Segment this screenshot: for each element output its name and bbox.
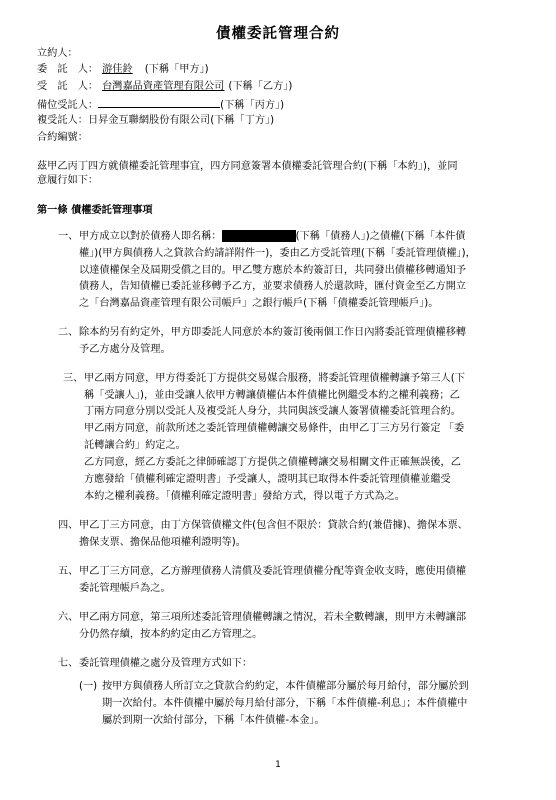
article-1-heading: 第一條 債權委託管理事項: [37, 205, 153, 216]
clause-number: 四、: [58, 520, 79, 531]
sub-clause-line: 期一次給付。本件債權中屬於每月給付部分，下稱「本件債權-利息」；本件債權中: [102, 698, 468, 709]
sub-clause-number: (一): [79, 681, 98, 692]
redacted-debtor-name: [222, 230, 296, 242]
party-c-label: 備位受託人：: [37, 100, 99, 111]
page-number: 1: [275, 760, 281, 770]
clause-line: 本約之權利義務。「債權利確定證明書」發給方式，得以電子方式為之。: [84, 491, 405, 502]
parties-header: 立約人：: [37, 48, 78, 59]
sub-clause-line: 屬於到期一次給付部分，下稱「本件債權-本金」。: [102, 715, 325, 726]
party-a-suffix: (下稱「甲方」): [144, 64, 209, 75]
clause-line: 託轉讓合約」約定之。: [84, 440, 186, 451]
party-b-name: 台灣嘉品資產管理有限公司: [102, 81, 225, 92]
clause-line: 擔保支票、擔保品他項權利證明等)。: [79, 537, 246, 548]
clause-line: 除本約另有約定外，甲方即委託人同意於本約簽訂後兩個工作日內將委託管理債權移轉: [79, 327, 467, 338]
preamble-line: 茲甲乙丙丁四方就債權委託管理事宜，四方同意簽署本債權委託管理合約(下稱「本約」)，並同: [37, 161, 458, 172]
clause-line: 之「台灣嘉品資產管理有限公司帳戶」之銀行帳戶(下稱「債權委託管理帳戶」)。: [79, 298, 439, 309]
party-c-suffix: (下稱「丙方」): [220, 100, 285, 111]
clause-number: 二、: [58, 327, 79, 338]
clause-line: 委託管理債權之處分及管理方式如下：: [79, 658, 253, 669]
clause-line: 甲乙丁三方同意，由丁方保管債權文件(包含但不限於：貸款合約(兼借據)、擔保本票、: [79, 520, 468, 531]
party-b-suffix: (下稱「乙方」): [228, 81, 293, 92]
clause-line: 權」)(甲方與債務人之貸款合約請詳附件一)，委由乙方受託管理(下稱「委託管理債權」)，: [79, 248, 476, 259]
clause-line: 以達債權保全及屆期受償之目的。甲乙雙方應於本約簽訂日，共同發出債權移轉通知予: [79, 265, 467, 276]
sub-clause-line: 按甲方與債務人所訂立之貸款合約約定，本件債權部分屬於每月給付，部分屬於到: [102, 681, 469, 692]
preamble-line: 意履行如下：: [37, 175, 99, 186]
clause-line: 債務人，告知債權已委託並移轉予乙方，並要求債務人於還款時，匯付資金至乙方開立: [79, 281, 467, 292]
clause-number: 六、: [58, 612, 79, 623]
document-title: 債權委託管理合約: [216, 26, 340, 42]
party-b-label: 受 託 人：: [37, 81, 99, 92]
party-d-name: 日昇金互聯網股份有限公司: [87, 115, 211, 126]
clause-number: 七、: [58, 658, 79, 669]
party-d-label: 複受託人：: [37, 115, 88, 126]
clause-line: 甲乙兩方同意，第三項所述委託管理債權轉讓之情況，若未全數轉讓，則甲方未轉讓部: [79, 612, 467, 623]
clause-line: 稱「受讓人」)，並由受讓人依甲方轉讓債權佔本件債權比例繼受本約之權利義務；乙: [84, 390, 460, 401]
clause-number: 三、: [63, 373, 84, 384]
clause-number: 五、: [58, 566, 79, 577]
party-c-line: [37, 97, 284, 112]
clause-1-line-1: 甲方成立以對於債務人即名稱： (下稱「債務人」)之債權(下稱「本件債: [79, 231, 466, 242]
clause-number: 一、: [58, 231, 79, 242]
clause-line: 甲乙丁三方同意，乙方辦理債務人清償及委託管理債權分配等資金收支時，應使用債權: [79, 566, 467, 577]
party-b-line: [37, 80, 292, 93]
clause-line: 丁兩方同意分別以受託人及複受託人身分，共同與該受讓人簽署債權委託管理合約。: [84, 406, 461, 417]
party-d-line: [37, 114, 274, 127]
party-c-name-blank: [98, 97, 220, 108]
party-a-name: 游佳鈴: [102, 64, 133, 75]
party-a-label: 委 託 人：: [37, 64, 99, 75]
clause-line: 予乙方處分及管理。: [79, 344, 171, 355]
clause-line: 方應發給「債權利確定證明書」予受讓人，證明其已取得本件委託管理債權並繼受: [84, 474, 451, 485]
clause-line: 分仍然存續，按本約約定由乙方管理之。: [79, 629, 263, 640]
clause-line: 乙方同意，經乙方委託之律師確認丁方提供之債權轉讓交易相關文件正確無誤後，乙: [84, 457, 461, 468]
party-d-suffix: (下稱「丁方」): [210, 115, 275, 126]
clause-line: 委託管理帳戶為之。: [79, 583, 171, 594]
clause-line: 甲乙兩方同意，前款所述之委託管理債權轉讓交易條件，由甲乙丁三方另行簽定 「委: [84, 423, 465, 434]
contract-number-label: 合約編號：: [37, 132, 88, 143]
party-a-line: [37, 63, 209, 76]
clause-line: 甲乙兩方同意，甲方得委託丁方提供交易媒合服務，將委託管理債權轉讓予第三人(下: [84, 373, 465, 384]
